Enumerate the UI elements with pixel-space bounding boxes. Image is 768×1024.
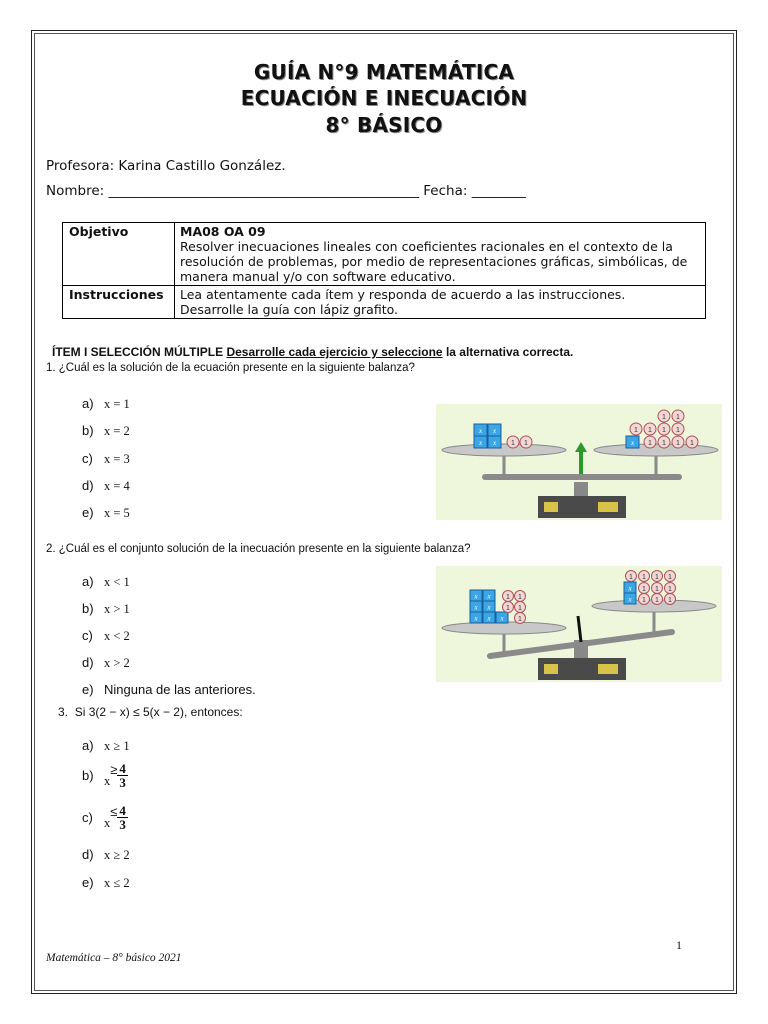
q3-option-d[interactable] (82, 847, 130, 863)
q1-option-b[interactable] (82, 423, 130, 439)
objective-row (63, 223, 706, 286)
q2-option-a[interactable] (82, 574, 130, 590)
option-value: x < 1 (104, 575, 130, 589)
option-letter: a) (82, 574, 94, 589)
one-token-label: 1 (506, 594, 510, 601)
option-letter: b) (82, 601, 94, 616)
option-value: x < 2 (104, 629, 130, 643)
one-token-label: 1 (629, 574, 633, 581)
balance-1-image (436, 404, 722, 520)
q3-option-e[interactable] (82, 875, 130, 891)
x-block-label: x (628, 584, 632, 593)
fraction-denominator: 3 (119, 775, 126, 790)
instrucciones-line-1: Lea atentamente cada ítem y responda de acuerdo a las instrucciones. (180, 287, 626, 302)
option-value: x = 4 (104, 479, 130, 493)
one-token-label: 1 (676, 414, 680, 421)
one-token-label: 1 (518, 605, 522, 612)
title-line-3: 8° BÁSICO (325, 113, 443, 137)
fraction-four-thirds (117, 762, 128, 789)
one-token-label: 1 (642, 586, 646, 593)
x-block-label: x (474, 614, 478, 623)
one-token-label: 1 (690, 440, 694, 447)
one-token-label: 1 (662, 414, 666, 421)
option-letter: b) (82, 423, 94, 438)
q3-option-c[interactable] (82, 804, 128, 831)
x-block-label: x (630, 439, 635, 447)
x-block-label: x (492, 439, 497, 447)
balance-button-counter (598, 664, 618, 674)
x-block-label: x (628, 595, 632, 604)
option-letter: d) (82, 655, 94, 670)
q1-option-e[interactable] (82, 505, 130, 521)
one-token-label: 1 (676, 427, 680, 434)
option-variable: x (104, 816, 111, 830)
one-token-label: 1 (668, 586, 672, 593)
one-token-label: 1 (655, 574, 659, 581)
section-prefix: ÍTEM I SELECCIÓN MÚLTIPLE (52, 345, 224, 359)
option-letter: d) (82, 847, 94, 862)
option-letter: b) (82, 768, 94, 783)
title-line-1: GUÍA N°9 MATEMÁTICA (253, 60, 515, 84)
one-token-label: 1 (634, 427, 638, 434)
option-letter: e) (82, 505, 94, 520)
option-symbol: ≥ (110, 762, 118, 777)
q1-option-d[interactable] (82, 478, 130, 494)
x-block-label: x (487, 592, 491, 601)
option-value: Ninguna de las anteriores. (104, 682, 256, 697)
one-token-label: 1 (668, 597, 672, 604)
question-3-text (58, 705, 243, 719)
option-value: x = 3 (104, 452, 130, 466)
q1-option-c[interactable] (82, 451, 130, 467)
objetivo-label: Objetivo (63, 223, 175, 286)
profesora-line: Profesora: Karina Castillo González. (46, 158, 286, 174)
one-token-label: 1 (506, 605, 510, 612)
option-letter: d) (82, 478, 94, 493)
option-letter: e) (82, 875, 94, 890)
x-block-label: x (474, 592, 478, 601)
balance-button-counter (598, 502, 618, 512)
one-token-label: 1 (642, 597, 646, 604)
one-token-label: 1 (648, 440, 652, 447)
x-block-label: x (474, 603, 478, 612)
question-3-number: 3. (58, 705, 69, 719)
section-heading (52, 345, 573, 359)
option-symbol: ≤ (110, 804, 118, 819)
one-token-label: 1 (655, 597, 659, 604)
option-value: x > 2 (104, 656, 130, 670)
q2-option-d[interactable] (82, 655, 130, 671)
option-value: x ≤ 2 (104, 876, 130, 890)
question-1-text: 1. ¿Cuál es la solución de la ecuación presente en la siguiente balanza? (46, 362, 415, 374)
option-variable: x (104, 774, 111, 788)
x-block-label: x (500, 614, 504, 623)
option-letter: a) (82, 738, 94, 753)
left-plate (442, 622, 566, 634)
title-line-2: ECUACIÓN E INECUACIÓN (240, 86, 528, 110)
option-value: x > 1 (104, 602, 130, 616)
option-value: x ≥ 1 (104, 739, 130, 753)
balance-beam (482, 474, 682, 480)
option-value: x = 2 (104, 424, 130, 438)
fraction-four-thirds (117, 804, 128, 831)
q2-option-c[interactable] (82, 628, 130, 644)
balance-2-image (436, 566, 722, 682)
balance-button-pencil (544, 502, 558, 512)
fraction-numerator: 4 (119, 761, 126, 776)
option-value: x = 1 (104, 397, 130, 411)
balance-stand (574, 482, 588, 496)
one-token-label: 1 (662, 427, 666, 434)
instrucciones-label: Instrucciones (63, 286, 175, 319)
x-block-label: x (492, 427, 497, 435)
fraction-numerator: 4 (119, 803, 126, 818)
instrucciones-line-2: Desarrolle la guía con lápiz grafito. (180, 302, 398, 317)
one-token-label: 1 (518, 594, 522, 601)
one-token-label: 1 (668, 574, 672, 581)
one-token-label: 1 (518, 616, 522, 623)
option-letter: c) (82, 810, 93, 825)
footer-text: Matemática – 8° básico 2021 (46, 952, 182, 964)
q1-option-a[interactable] (82, 396, 130, 412)
left-plate (442, 444, 566, 456)
instructions-row (63, 286, 706, 319)
objetivo-text: Resolver inecuaciones lineales con coeficientes racionales en el contexto de la resolución de problemas, por medio de representaciones gráficas, simbólicas, de manera manual y/o con software educativo. (180, 239, 688, 284)
question-2-text: 2. ¿Cuál es el conjunto solución de la inecuación presente en la siguiente balanza? (46, 543, 471, 555)
one-token-label: 1 (511, 440, 515, 447)
q2-option-e[interactable] (82, 682, 256, 697)
balance-button-pencil (544, 664, 558, 674)
one-token-label: 1 (655, 586, 659, 593)
option-letter: a) (82, 396, 94, 411)
nombre-fecha-line: Nombre: ______________________________________________ Fecha: ________ (46, 183, 526, 199)
q2-option-b[interactable] (82, 601, 130, 617)
x-block-label: x (487, 614, 491, 623)
one-token-label: 1 (662, 440, 666, 447)
page-number: 1 (676, 938, 682, 952)
instrucciones-cell (175, 286, 706, 319)
option-letter: c) (82, 451, 93, 466)
option-letter: c) (82, 628, 93, 643)
x-block-label: x (487, 603, 491, 612)
one-token-label: 1 (642, 574, 646, 581)
objetivo-code: MA08 OA 09 (180, 224, 266, 239)
q3-option-a[interactable] (82, 738, 130, 754)
objective-table (62, 222, 706, 319)
q3-option-b[interactable] (82, 762, 128, 789)
right-plate (594, 444, 718, 456)
section-suffix: la alternativa correcta. (445, 345, 574, 359)
x-block-label: x (478, 439, 483, 447)
section-underlined: Desarrolle cada ejercicio y seleccione (226, 345, 443, 359)
option-value: x ≥ 2 (104, 848, 130, 862)
one-token-label: 1 (676, 440, 680, 447)
question-3-statement: Si 3(2 − x) ≤ 5(x − 2), entonces: (74, 705, 243, 719)
one-token-label: 1 (524, 440, 528, 447)
option-letter: e) (82, 682, 94, 697)
x-block-label: x (478, 427, 483, 435)
objetivo-cell (175, 223, 706, 286)
option-value: x = 5 (104, 506, 130, 520)
fraction-denominator: 3 (119, 817, 126, 832)
one-token-label: 1 (648, 427, 652, 434)
